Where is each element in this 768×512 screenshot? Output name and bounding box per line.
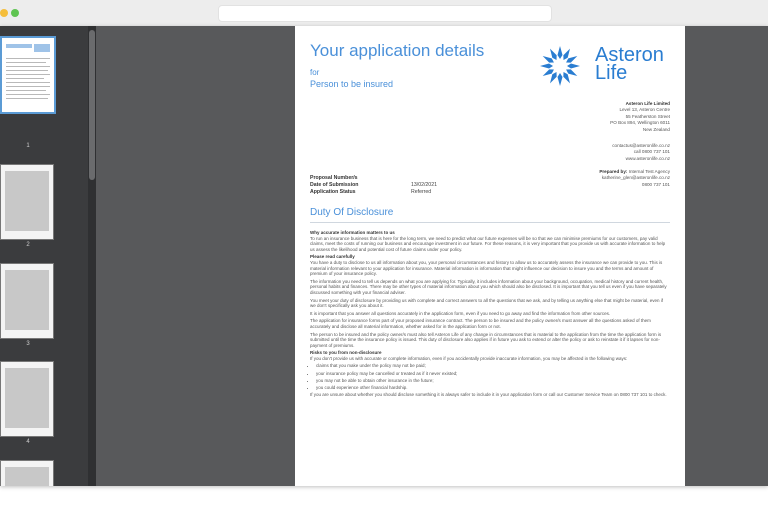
- browser-titlebar: [0, 0, 768, 27]
- page-number: 1: [26, 143, 30, 149]
- logo-line-2: Life: [595, 62, 628, 84]
- subheading: Risks to you from non-disclosure: [310, 350, 382, 356]
- field-label: Proposal Number/s: [310, 175, 358, 181]
- field-label: Date of Submission: [310, 182, 359, 188]
- page-title: Your application details: [310, 41, 485, 60]
- paragraph: The application for insurance forms part of your proposed insurance contract. The person to be insured and the policy owner/s must answer all the questions asked of them accurately and disclose all material information, whether asked for in the application form or not.: [310, 318, 651, 329]
- paragraph: You have a duty to disclose to us all information about you, your personal circumstances and history to allow us to accurately assess the insurance we can provide to you. This is material information relevant to your application for insurance. Material information is information that might influence our decision to insure you and the terms and amount of premium of your insurance policy.: [310, 259, 663, 277]
- maximize-icon[interactable]: [11, 9, 19, 17]
- paragraph: To run an insurance business that is here for the long term, we need to predict what our future expenses will be so that we can minimise premiums for our customers, pay valid claims, meet the costs of running our business and encourage investment in our future. For these reasons, it is very important that you provide us with accurate information to help us assess the likelihood and potential cost of future claims under your policy.: [310, 235, 666, 252]
- field-label: Application Status: [310, 189, 356, 195]
- address-line: 55 Featherston Street: [625, 113, 670, 119]
- risk-list: [310, 363, 670, 390]
- person-label: Person to be insured: [310, 79, 394, 89]
- company-address: [610, 101, 670, 133]
- sidebar-scroll-thumb[interactable]: [89, 30, 95, 180]
- paragraph: If you are unsure about whether you should disclose something it is always safer to include it in your application form or call our Customer Service Team on 0800 737 101 to check.: [310, 392, 667, 398]
- prepared-by: [599, 169, 670, 188]
- address-line: Level 13, Asteron Centre: [619, 107, 670, 113]
- address-line: PO Box 894, Wellington 6011: [610, 120, 670, 126]
- address-bar[interactable]: [218, 5, 552, 22]
- paragraph: It is important that you answer all questions accurately in the application form, even if you need to go away and find the information from other sources.: [310, 310, 611, 316]
- field-value: 13/02/2021: [411, 182, 437, 188]
- section-title: Duty Of Disclosure: [310, 207, 394, 218]
- address-line: Asteron Life Limited: [625, 101, 670, 106]
- page-thumbnail-2[interactable]: [0, 164, 54, 240]
- paragraph: You meet your duty of disclosure by providing us with complete and correct answers to all the questions that we ask, and by telling us anything else that might be material, even if we don't specifically ask you about it.: [310, 297, 664, 309]
- page-thumbnail-4[interactable]: [0, 361, 54, 437]
- contact-phone: call 0800 737 101: [633, 149, 670, 155]
- list-item: • you may not be able to obtain other insurance in the future;: [316, 378, 670, 384]
- thumbnail-sidebar: [0, 26, 88, 486]
- pdf-viewer: [0, 26, 768, 486]
- page-number: 3: [26, 341, 30, 347]
- prepared-by-email: katherine_glen@asteronlife.co.nz: [601, 175, 670, 181]
- prepared-by-label: Prepared by:: [599, 169, 628, 174]
- for-label: for: [310, 68, 320, 77]
- section-divider: [310, 222, 670, 223]
- prepared-by-agency: Internal Test Agency: [628, 169, 670, 174]
- document-page: [295, 26, 685, 486]
- subheading: Why accurate information matters to us: [310, 230, 395, 235]
- minimize-icon[interactable]: [0, 9, 8, 17]
- field-value: Referred: [411, 189, 432, 195]
- page-thumbnail-1[interactable]: [0, 36, 56, 114]
- company-contact: [612, 143, 670, 162]
- disclosure-text: [310, 228, 670, 400]
- paragraph: If you don't provide us with accurate or complete information, even if you accidentally provide inaccurate information, you may be affected in the following ways:: [310, 355, 628, 361]
- list-item: • claims that you make under the policy may not be paid;: [316, 363, 670, 369]
- contact-email: contactus@asteronlife.co.nz: [612, 143, 670, 148]
- paragraph: The person to be insured and the policy owner/s must also tell Asteron Life of any change in circumstances that is material to the application from the time the application form is submitted until the time the insurance policy is issued. This duty of disclosure also applies if in future you ask to extend or alter the policy or ask to reinstate it if it lapses for non-payment of premiums.: [310, 331, 662, 348]
- logo-line-1: Asteron: [595, 44, 664, 66]
- prepared-by-phone: 0800 737 101: [641, 181, 670, 187]
- address-line: New Zealand: [642, 126, 670, 132]
- subheading: Please read carefully: [310, 254, 355, 260]
- list-item: • you could experience other financial hardship.: [316, 385, 670, 391]
- page-number: 2: [26, 242, 30, 248]
- logo-wordmark: [595, 46, 664, 82]
- page-thumbnail-3[interactable]: [0, 263, 54, 339]
- page-thumbnail-5[interactable]: [0, 460, 54, 486]
- paragraph: The information you need to tell us depends on what you are applying for. Typically, it includes information about your background, occupation, medical history and current health, personal habits and finances. There may be other types of material information about you which should also be disclosed. It is important that you tell us even if you have separately discussed something with your financial adviser.: [310, 278, 667, 295]
- page-number: 4: [26, 439, 30, 445]
- contact-website: www.asteronlife.co.nz: [625, 155, 670, 161]
- list-item: • your insurance policy may be cancelled or treated as if it never existed;: [316, 371, 670, 377]
